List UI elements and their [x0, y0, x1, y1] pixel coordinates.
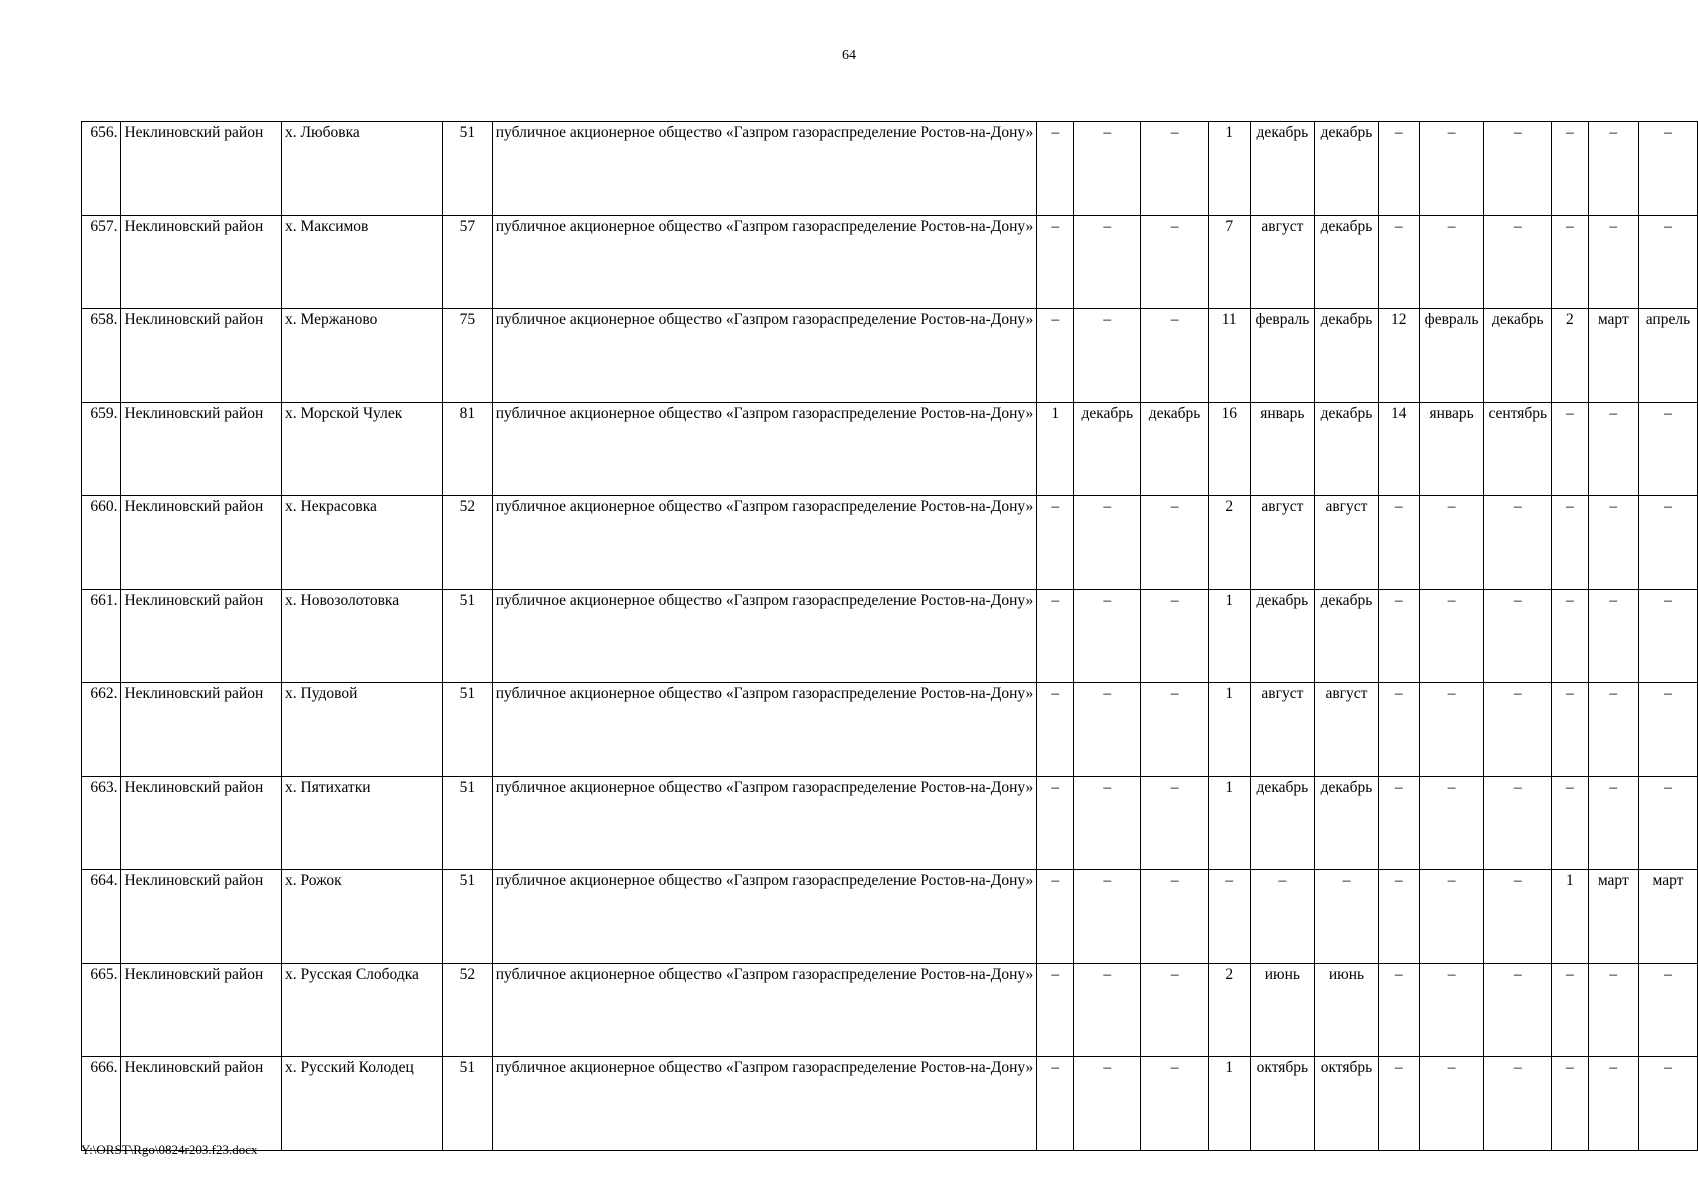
schedule-value-cell: – — [1037, 776, 1074, 870]
district-cell: Неклиновский район — [121, 496, 282, 590]
schedule-value-cell: – — [1588, 402, 1638, 496]
schedule-value-cell: – — [1378, 870, 1419, 964]
organization-cell: публичное акционерное общество «Газпром газораспределение Ростов-на-Дону» — [492, 963, 1037, 1057]
row-number-cell: 661. — [82, 589, 121, 683]
table-row — [82, 1057, 1698, 1151]
schedule-value-cell: – — [1588, 776, 1638, 870]
schedule-value-cell: 16 — [1208, 402, 1250, 496]
schedule-value-cell: декабрь — [1250, 122, 1314, 216]
count-cell: 81 — [443, 402, 493, 496]
schedule-value-cell: – — [1378, 496, 1419, 590]
count-cell: 51 — [443, 1057, 493, 1151]
district-cell: Неклиновский район — [121, 215, 282, 309]
schedule-value-cell: 14 — [1378, 402, 1419, 496]
district-cell: Неклиновский район — [121, 122, 282, 216]
gasification-schedule-table — [81, 121, 1698, 1151]
schedule-value-cell: – — [1037, 496, 1074, 590]
schedule-value-cell: – — [1141, 1057, 1208, 1151]
schedule-value-cell: декабрь — [1484, 309, 1552, 403]
schedule-value-cell: – — [1419, 776, 1484, 870]
schedule-value-cell: – — [1484, 963, 1552, 1057]
row-number-cell: 657. — [82, 215, 121, 309]
organization-cell: публичное акционерное общество «Газпром газораспределение Ростов-на-Дону» — [492, 683, 1037, 777]
schedule-value-cell: 1 — [1037, 402, 1074, 496]
schedule-value-cell: – — [1638, 776, 1697, 870]
schedule-value-cell: 2 — [1552, 309, 1588, 403]
schedule-value-cell: – — [1378, 589, 1419, 683]
organization-cell: публичное акционерное общество «Газпром газораспределение Ростов-на-Дону» — [492, 402, 1037, 496]
schedule-value-cell: август — [1315, 496, 1379, 590]
table-row — [82, 589, 1698, 683]
district-cell: Неклиновский район — [121, 1057, 282, 1151]
schedule-value-cell: – — [1552, 496, 1588, 590]
schedule-value-cell: – — [1037, 683, 1074, 777]
schedule-value-cell: 1 — [1208, 589, 1250, 683]
count-cell: 51 — [443, 589, 493, 683]
schedule-value-cell: декабрь — [1074, 402, 1141, 496]
count-cell: 51 — [443, 683, 493, 777]
schedule-value-cell: – — [1074, 1057, 1141, 1151]
schedule-value-cell: – — [1141, 776, 1208, 870]
schedule-value-cell: – — [1419, 683, 1484, 777]
schedule-value-cell: – — [1141, 122, 1208, 216]
schedule-value-cell: – — [1419, 496, 1484, 590]
schedule-value-cell: – — [1638, 1057, 1697, 1151]
table-row — [82, 122, 1698, 216]
schedule-value-cell: – — [1378, 215, 1419, 309]
schedule-value-cell: август — [1250, 215, 1314, 309]
schedule-value-cell: – — [1074, 496, 1141, 590]
schedule-value-cell: март — [1638, 870, 1697, 964]
settlement-cell: х. Мержаново — [282, 309, 443, 403]
schedule-value-cell: – — [1378, 1057, 1419, 1151]
schedule-value-cell: декабрь — [1315, 122, 1379, 216]
schedule-value-cell: – — [1484, 496, 1552, 590]
district-cell: Неклиновский район — [121, 776, 282, 870]
schedule-value-cell: – — [1552, 963, 1588, 1057]
schedule-value-cell: – — [1419, 1057, 1484, 1151]
organization-cell: публичное акционерное общество «Газпром газораспределение Ростов-на-Дону» — [492, 496, 1037, 590]
schedule-value-cell: январь — [1250, 402, 1314, 496]
schedule-value-cell: 7 — [1208, 215, 1250, 309]
organization-cell: публичное акционерное общество «Газпром газораспределение Ростов-на-Дону» — [492, 122, 1037, 216]
schedule-value-cell: – — [1378, 122, 1419, 216]
schedule-value-cell: – — [1588, 215, 1638, 309]
schedule-value-cell: 2 — [1208, 496, 1250, 590]
schedule-value-cell: – — [1141, 589, 1208, 683]
page-number: 64 — [842, 48, 856, 63]
organization-cell: публичное акционерное общество «Газпром газораспределение Ростов-на-Дону» — [492, 870, 1037, 964]
settlement-cell: х. Пудовой — [282, 683, 443, 777]
schedule-value-cell: апрель — [1638, 309, 1697, 403]
schedule-value-cell: – — [1141, 215, 1208, 309]
schedule-value-cell: – — [1638, 122, 1697, 216]
schedule-value-cell: – — [1419, 589, 1484, 683]
schedule-value-cell: декабрь — [1315, 402, 1379, 496]
footer-file-path: Y:\ORST\Rgo\0824r203.f23.docx — [81, 1142, 258, 1157]
schedule-value-cell: – — [1141, 496, 1208, 590]
schedule-value-cell: декабрь — [1315, 309, 1379, 403]
schedule-value-cell: – — [1419, 963, 1484, 1057]
district-cell: Неклиновский район — [121, 589, 282, 683]
settlement-cell: х. Морской Чулек — [282, 402, 443, 496]
table-row — [82, 683, 1698, 777]
schedule-value-cell: декабрь — [1315, 215, 1379, 309]
schedule-value-cell: 1 — [1208, 1057, 1250, 1151]
schedule-value-cell: 1 — [1208, 776, 1250, 870]
count-cell: 57 — [443, 215, 493, 309]
schedule-value-cell: – — [1037, 122, 1074, 216]
schedule-value-cell: январь — [1419, 402, 1484, 496]
schedule-value-cell: – — [1037, 1057, 1074, 1151]
schedule-value-cell: – — [1638, 215, 1697, 309]
schedule-value-cell: февраль — [1250, 309, 1314, 403]
table-row — [82, 309, 1698, 403]
schedule-value-cell: март — [1588, 870, 1638, 964]
organization-cell: публичное акционерное общество «Газпром газораспределение Ростов-на-Дону» — [492, 1057, 1037, 1151]
schedule-value-cell: – — [1074, 870, 1141, 964]
count-cell: 52 — [443, 963, 493, 1057]
schedule-value-cell: – — [1208, 870, 1250, 964]
settlement-cell: х. Любовка — [282, 122, 443, 216]
schedule-value-cell: сентябрь — [1484, 402, 1552, 496]
schedule-value-cell: – — [1378, 963, 1419, 1057]
schedule-value-cell: – — [1484, 122, 1552, 216]
schedule-value-cell: – — [1552, 122, 1588, 216]
schedule-value-cell: 1 — [1208, 683, 1250, 777]
settlement-cell: х. Максимов — [282, 215, 443, 309]
schedule-value-cell: – — [1074, 963, 1141, 1057]
schedule-value-cell: 12 — [1378, 309, 1419, 403]
schedule-value-cell: – — [1037, 309, 1074, 403]
schedule-value-cell: – — [1638, 963, 1697, 1057]
schedule-value-cell: – — [1419, 870, 1484, 964]
district-cell: Неклиновский район — [121, 683, 282, 777]
schedule-value-cell: – — [1638, 589, 1697, 683]
row-number-cell: 663. — [82, 776, 121, 870]
count-cell: 51 — [443, 776, 493, 870]
schedule-value-cell: – — [1484, 1057, 1552, 1151]
schedule-value-cell: – — [1141, 870, 1208, 964]
schedule-value-cell: февраль — [1419, 309, 1484, 403]
schedule-value-cell: – — [1315, 870, 1379, 964]
settlement-cell: х. Рожок — [282, 870, 443, 964]
count-cell: 52 — [443, 496, 493, 590]
table-row — [82, 496, 1698, 590]
schedule-value-cell: – — [1552, 215, 1588, 309]
count-cell: 51 — [443, 122, 493, 216]
count-cell: 51 — [443, 870, 493, 964]
schedule-value-cell: – — [1074, 122, 1141, 216]
schedule-value-cell: – — [1552, 776, 1588, 870]
district-cell: Неклиновский район — [121, 963, 282, 1057]
district-cell: Неклиновский район — [121, 870, 282, 964]
schedule-value-cell: июнь — [1250, 963, 1314, 1057]
schedule-value-cell: – — [1250, 870, 1314, 964]
schedule-value-cell: – — [1378, 776, 1419, 870]
row-number-cell: 656. — [82, 122, 121, 216]
schedule-value-cell: – — [1484, 776, 1552, 870]
schedule-value-cell: июнь — [1315, 963, 1379, 1057]
schedule-value-cell: – — [1074, 589, 1141, 683]
schedule-value-cell: декабрь — [1250, 776, 1314, 870]
schedule-value-cell: – — [1484, 870, 1552, 964]
schedule-value-cell: март — [1588, 309, 1638, 403]
schedule-value-cell: декабрь — [1315, 776, 1379, 870]
schedule-value-cell: октябрь — [1250, 1057, 1314, 1151]
schedule-value-cell: – — [1484, 215, 1552, 309]
schedule-value-cell: – — [1552, 589, 1588, 683]
district-cell: Неклиновский район — [121, 309, 282, 403]
schedule-value-cell: август — [1250, 683, 1314, 777]
schedule-value-cell: – — [1074, 215, 1141, 309]
organization-cell: публичное акционерное общество «Газпром газораспределение Ростов-на-Дону» — [492, 776, 1037, 870]
row-number-cell: 662. — [82, 683, 121, 777]
schedule-value-cell: – — [1074, 776, 1141, 870]
schedule-value-cell: – — [1588, 963, 1638, 1057]
schedule-value-cell: – — [1588, 683, 1638, 777]
schedule-value-cell: – — [1552, 1057, 1588, 1151]
schedule-value-cell: – — [1484, 683, 1552, 777]
schedule-value-cell: – — [1419, 215, 1484, 309]
schedule-value-cell: 1 — [1552, 870, 1588, 964]
schedule-value-cell: август — [1250, 496, 1314, 590]
row-number-cell: 665. — [82, 963, 121, 1057]
settlement-cell: х. Русская Слободка — [282, 963, 443, 1057]
district-cell: Неклиновский район — [121, 402, 282, 496]
schedule-value-cell: – — [1588, 122, 1638, 216]
schedule-value-cell: 2 — [1208, 963, 1250, 1057]
schedule-value-cell: – — [1552, 683, 1588, 777]
schedule-value-cell: – — [1141, 683, 1208, 777]
schedule-value-cell: – — [1588, 496, 1638, 590]
schedule-value-cell: – — [1037, 870, 1074, 964]
schedule-value-cell: – — [1378, 683, 1419, 777]
count-cell: 75 — [443, 309, 493, 403]
settlement-cell: х. Некрасовка — [282, 496, 443, 590]
row-number-cell: 659. — [82, 402, 121, 496]
schedule-value-cell: – — [1037, 589, 1074, 683]
row-number-cell: 658. — [82, 309, 121, 403]
schedule-value-cell: – — [1638, 683, 1697, 777]
schedule-value-cell: – — [1484, 589, 1552, 683]
table-row — [82, 776, 1698, 870]
row-number-cell: 664. — [82, 870, 121, 964]
schedule-value-cell: 11 — [1208, 309, 1250, 403]
organization-cell: публичное акционерное общество «Газпром газораспределение Ростов-на-Дону» — [492, 215, 1037, 309]
schedule-value-cell: – — [1141, 309, 1208, 403]
table-row — [82, 402, 1698, 496]
table-row — [82, 963, 1698, 1057]
schedule-value-cell: декабрь — [1141, 402, 1208, 496]
schedule-value-cell: – — [1141, 963, 1208, 1057]
row-number-cell: 666. — [82, 1057, 121, 1151]
schedule-value-cell: декабрь — [1250, 589, 1314, 683]
schedule-value-cell: – — [1037, 215, 1074, 309]
schedule-value-cell: декабрь — [1315, 589, 1379, 683]
schedule-value-cell: – — [1588, 1057, 1638, 1151]
row-number-cell: 660. — [82, 496, 121, 590]
schedule-value-cell: – — [1552, 402, 1588, 496]
schedule-value-cell: – — [1638, 402, 1697, 496]
schedule-value-cell: август — [1315, 683, 1379, 777]
settlement-cell: х. Новозолотовка — [282, 589, 443, 683]
schedule-value-cell: – — [1037, 963, 1074, 1057]
schedule-value-cell: – — [1419, 122, 1484, 216]
table-body — [82, 122, 1698, 1151]
settlement-cell: х. Пятихатки — [282, 776, 443, 870]
organization-cell: публичное акционерное общество «Газпром газораспределение Ростов-на-Дону» — [492, 589, 1037, 683]
table-row — [82, 215, 1698, 309]
schedule-value-cell: – — [1074, 309, 1141, 403]
schedule-value-cell: – — [1588, 589, 1638, 683]
schedule-value-cell: октябрь — [1315, 1057, 1379, 1151]
settlement-cell: х. Русский Колодец — [282, 1057, 443, 1151]
table-row — [82, 870, 1698, 964]
organization-cell: публичное акционерное общество «Газпром газораспределение Ростов-на-Дону» — [492, 309, 1037, 403]
schedule-value-cell: 1 — [1208, 122, 1250, 216]
schedule-value-cell: – — [1074, 683, 1141, 777]
schedule-value-cell: – — [1638, 496, 1697, 590]
